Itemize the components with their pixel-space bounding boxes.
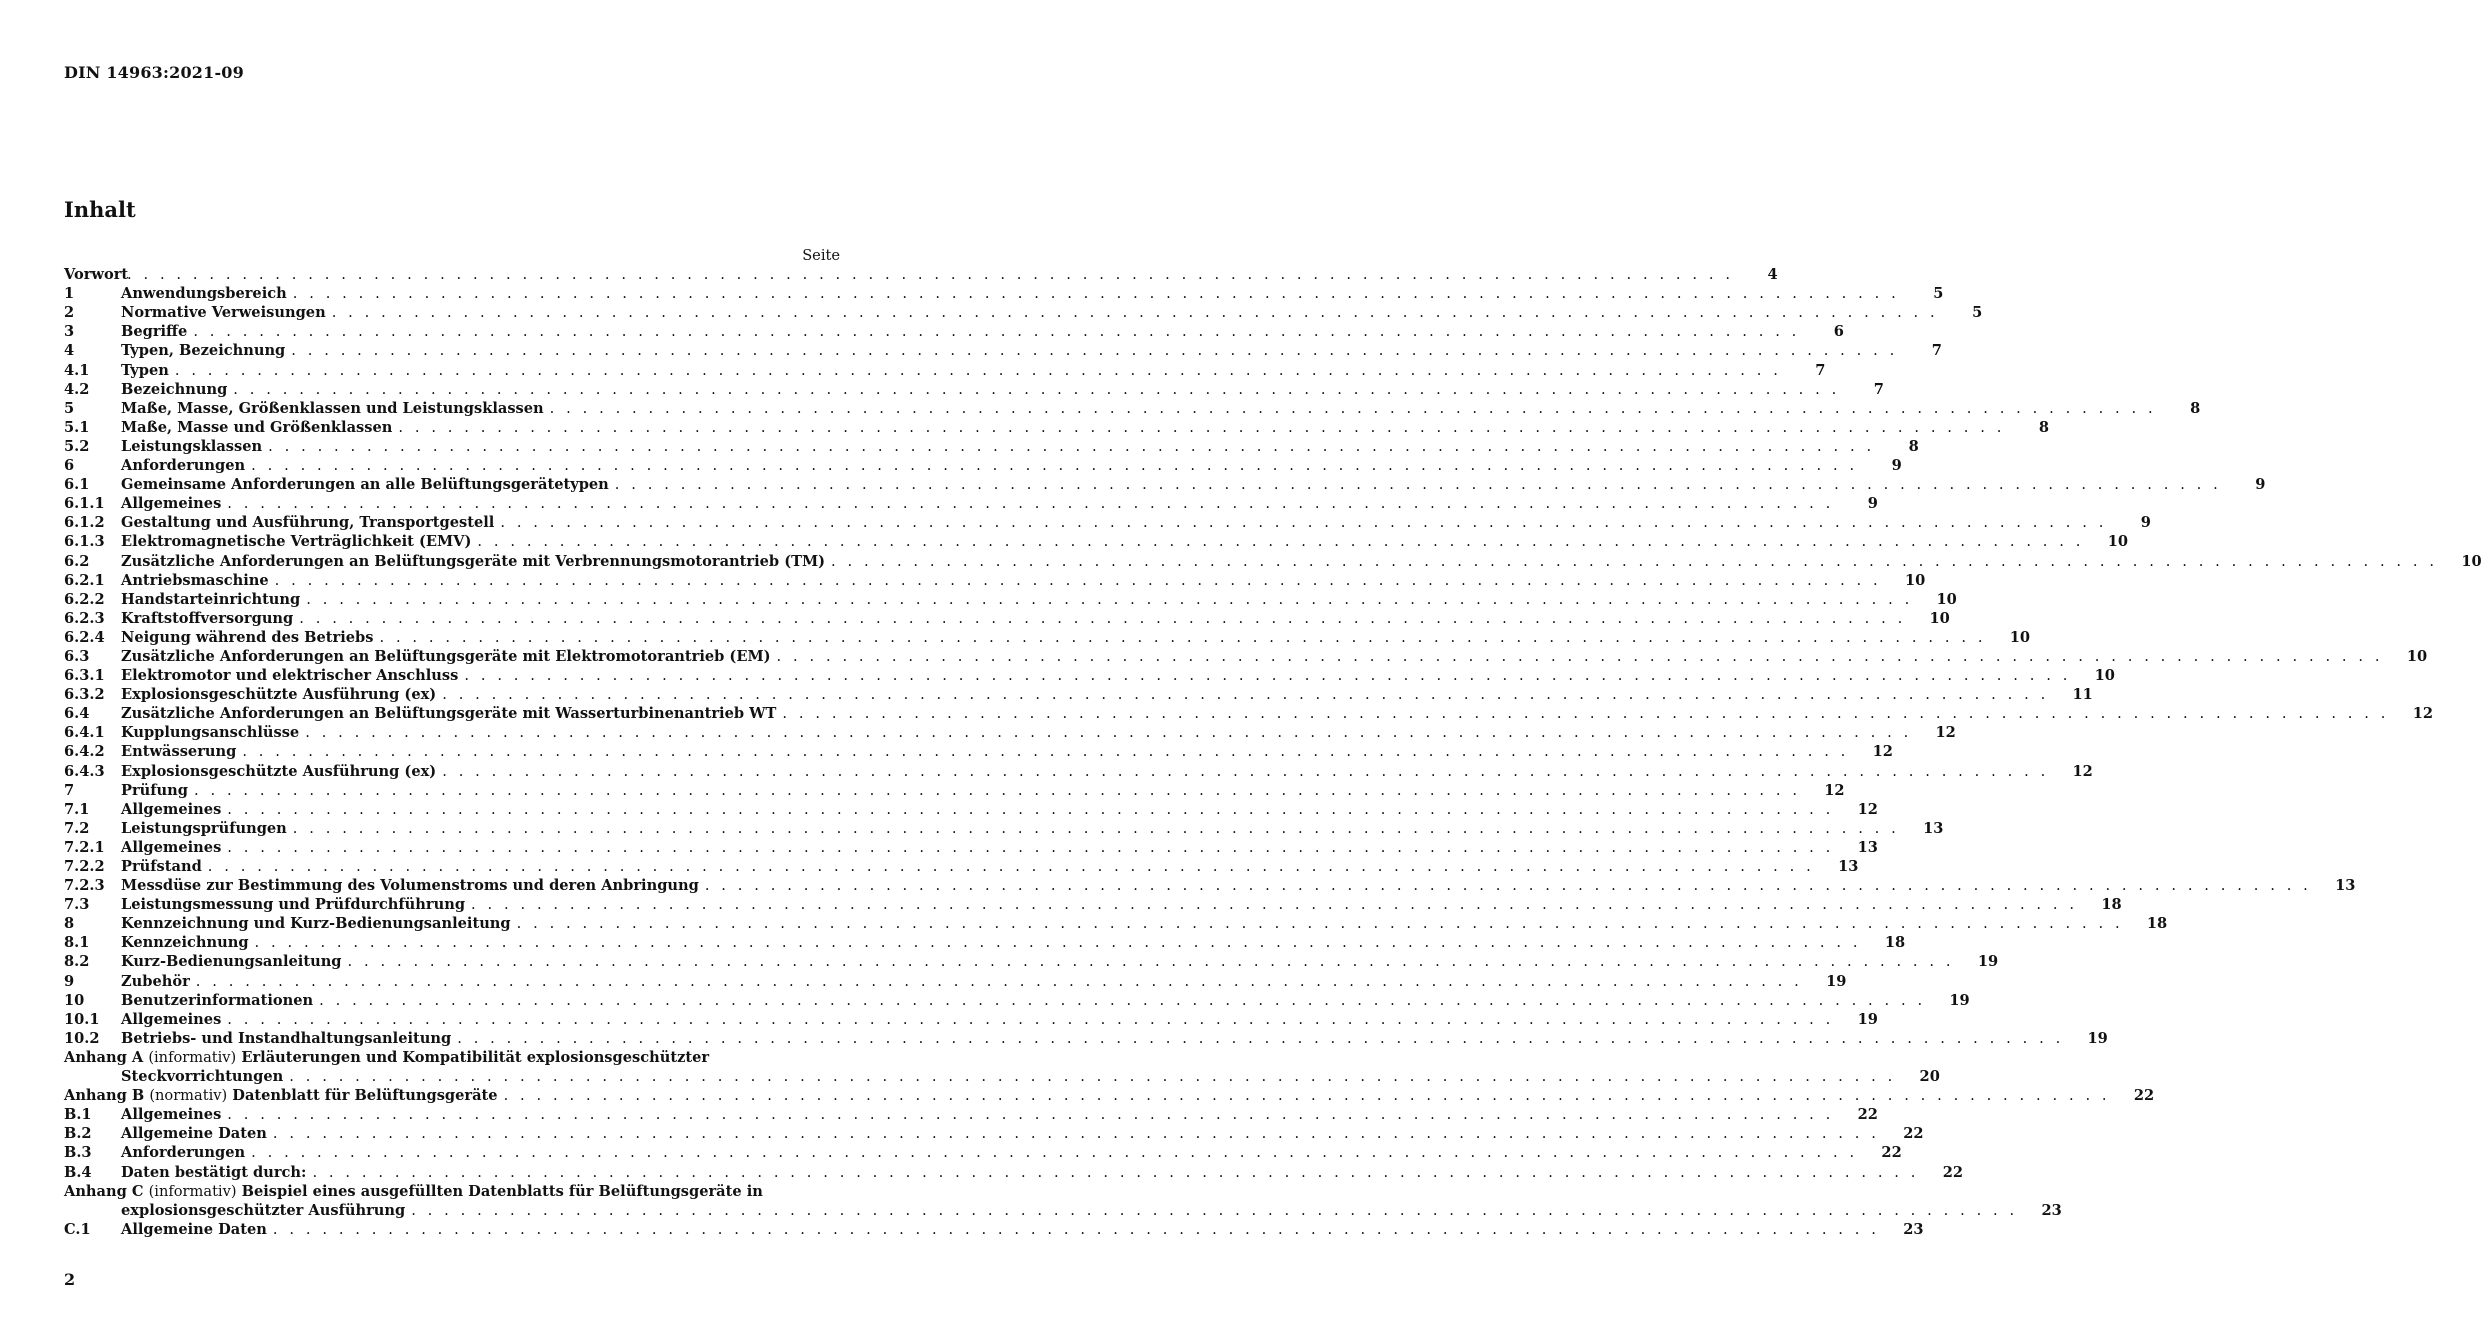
- toc-entry[interactable]: [64, 1124, 1924, 1143]
- leader-dots: [458, 666, 2071, 685]
- leader-dots: [299, 723, 1912, 742]
- seite-label: Seite: [802, 247, 840, 264]
- annex-c-title: Beispiel eines ausgefüllten Datenblatts für Belüftungsgeräte in: [241, 1182, 763, 1200]
- toc-entry-page: 19: [1977, 953, 1999, 971]
- toc-entry-number: 7.2.3: [64, 877, 105, 895]
- toc-entry-number: 8.2: [64, 953, 90, 971]
- leader-dots: [221, 1010, 1834, 1029]
- leader-dots: [249, 933, 1862, 952]
- leader-dots: [511, 914, 2124, 933]
- toc-entry-page: 7: [1931, 342, 1942, 360]
- toc-entry-title: Explosionsgeschützte Ausführung (ex): [121, 762, 437, 780]
- toc-entry-title: Leistungsprüfungen: [121, 819, 287, 837]
- toc-entry-number: 6.1.1: [64, 495, 105, 513]
- toc-entry-number: 7.2.1: [64, 838, 105, 856]
- leader-dots: [471, 532, 2084, 551]
- leader-dots: [451, 1029, 2064, 1048]
- toc-entry[interactable]: [64, 380, 1884, 399]
- toc-entry[interactable]: [64, 723, 1956, 742]
- toc-entry-number: 5.1: [64, 418, 90, 436]
- leader-dots: [326, 303, 1939, 322]
- toc-entry[interactable]: [64, 1220, 1924, 1239]
- toc-annex-c-continuation[interactable]: [64, 1201, 2062, 1220]
- toc-entry-number: B.1: [64, 1106, 92, 1124]
- leader-dots: [285, 341, 1898, 360]
- toc-entry-title: Daten bestätigt durch:: [121, 1163, 307, 1181]
- leader-dots: [373, 628, 1986, 647]
- toc-entry-title: Typen, Bezeichnung: [121, 342, 286, 360]
- annex-a-title: Erläuterungen und Kompatibilität explosionsgeschützter: [241, 1048, 710, 1066]
- toc-entry-page: 5: [1933, 285, 1944, 303]
- leader-dots: [392, 418, 2005, 437]
- annex-a-page: 20: [1919, 1068, 1940, 1086]
- toc-entry-page: 9: [2255, 476, 2266, 494]
- document-id: DIN 14963:2021-09: [64, 63, 244, 82]
- toc-annex-b-entries: [64, 1105, 1964, 1181]
- toc-entry[interactable]: [64, 895, 2122, 914]
- toc-entry-number: 7.2: [64, 819, 90, 837]
- leader-dots: [494, 513, 2107, 532]
- toc-entry-title: Allgemeines: [121, 495, 222, 513]
- annex-c-page: 23: [2041, 1201, 2062, 1219]
- toc-entry[interactable]: [64, 322, 1844, 341]
- toc-entry-number: 6.2.1: [64, 571, 105, 589]
- annex-c-title-cont: explosionsgeschützter Ausführung: [121, 1201, 406, 1219]
- annex-a-type: (informativ): [148, 1048, 237, 1066]
- toc-entry-number: Vorwort: [64, 266, 129, 284]
- toc-entry[interactable]: [64, 303, 1983, 322]
- toc-entry[interactable]: [64, 647, 2428, 666]
- toc-entry-number: 10.1: [64, 1010, 100, 1028]
- toc-entry-page: 10: [1904, 571, 1926, 589]
- leader-dots: [436, 685, 2049, 704]
- toc-entry-title: Allgemeine Daten: [121, 1220, 267, 1238]
- toc-entry-title: Kennzeichnung: [121, 934, 249, 952]
- leader-dots: [221, 838, 1834, 857]
- toc-entry[interactable]: [64, 952, 1999, 971]
- annex-b-label: Anhang B: [64, 1087, 145, 1105]
- toc-entry-title: Anwendungsbereich: [121, 285, 287, 303]
- toc-entry[interactable]: [64, 571, 1926, 590]
- toc-entry-number: 7: [64, 781, 75, 799]
- toc-entry-page: 12: [1824, 781, 1845, 799]
- toc-entry-page: 12: [2072, 762, 2093, 780]
- leader-dots: [342, 952, 1955, 971]
- toc-entry-number: 4.2: [64, 380, 90, 398]
- toc-entry-title: Leistungsklassen: [121, 437, 263, 455]
- toc-entry-number: 6.2: [64, 552, 90, 570]
- toc-entry-page: 12: [1872, 743, 1893, 761]
- toc-entry-title: Entwässerung: [121, 743, 237, 761]
- toc-entry[interactable]: [64, 914, 2168, 933]
- toc-entry-title: Anforderungen: [121, 457, 246, 475]
- annex-b-type: (normativ): [149, 1087, 228, 1105]
- toc-entry-title: Allgemeines: [121, 1010, 222, 1028]
- toc-entry-page: 7: [1873, 380, 1884, 398]
- toc-entry[interactable]: [64, 991, 1970, 1010]
- toc-annex-c-entries: [64, 1220, 1924, 1239]
- leader-dots: [776, 704, 2389, 723]
- toc-entry[interactable]: [64, 972, 1847, 991]
- toc-entry-title: Antriebsmaschine: [121, 571, 269, 589]
- toc-entry-title: Betriebs- und Instandhaltungsanleitung: [121, 1029, 452, 1047]
- leader-dots: [465, 895, 2078, 914]
- toc-entry-page: 10: [2009, 628, 2031, 646]
- toc-entry-title: Typen: [121, 361, 169, 379]
- leader-dots: [313, 991, 1926, 1010]
- toc-entry-title: Kupplungsanschlüsse: [121, 724, 300, 742]
- toc-entry-title: Allgemeines: [121, 1106, 222, 1124]
- annex-c-label: Anhang C: [64, 1182, 144, 1200]
- leader-dots: [202, 857, 1815, 876]
- toc-entry-title: Maße, Masse, Größenklassen und Leistungsklassen: [121, 399, 544, 417]
- toc-entry-title: Zubehör: [121, 972, 190, 990]
- leader-dots: [227, 380, 1840, 399]
- toc-entry[interactable]: [64, 666, 2115, 685]
- toc-entry-number: B.4: [64, 1163, 92, 1181]
- leader-dots: [169, 361, 1782, 380]
- toc-annex-a-heading[interactable]: [64, 1048, 840, 1067]
- toc-entry-page: 22: [1881, 1144, 1902, 1162]
- toc-entry[interactable]: [64, 284, 1944, 303]
- toc-entry[interactable]: [64, 532, 2128, 551]
- toc-entry[interactable]: [64, 685, 2093, 704]
- toc-entry[interactable]: [64, 1105, 1878, 1124]
- toc-entry-number: 8.1: [64, 934, 90, 952]
- leader-dots: [190, 972, 1803, 991]
- leader-dots: [121, 265, 1734, 284]
- toc-entry-number: C.1: [64, 1220, 91, 1238]
- toc-entry-page: 10: [1936, 590, 1957, 608]
- toc-entry[interactable]: [64, 819, 1944, 838]
- leader-dots: [609, 475, 2222, 494]
- toc-entry-number: 6.4.1: [64, 724, 105, 742]
- toc-entry-title: Prüfstand: [121, 858, 202, 875]
- toc-entry[interactable]: [64, 552, 2482, 571]
- toc-entry-number: 9: [64, 972, 75, 990]
- leader-dots: [544, 399, 2157, 418]
- table-of-contents: [64, 246, 2482, 1239]
- toc-entry-page: 23: [1903, 1220, 1924, 1238]
- toc-entry-page: 4: [1767, 266, 1778, 284]
- toc-entry-number: 7.1: [64, 800, 90, 818]
- toc-entry-number: 6.2.2: [64, 590, 105, 608]
- toc-entry-number: B.2: [64, 1125, 92, 1143]
- leader-dots: [436, 762, 2049, 781]
- toc-entry-page: 11: [2072, 686, 2093, 704]
- toc-main-entries: [64, 265, 2482, 1048]
- leader-dots: [267, 1220, 1880, 1239]
- page-number: 2: [64, 1270, 76, 1289]
- toc-entry-page: 13: [1857, 838, 1878, 856]
- leader-dots: [269, 571, 1882, 590]
- toc-entry-title: Allgemeines: [121, 800, 222, 818]
- toc-entry-page: 22: [1857, 1106, 1878, 1124]
- toc-entry-page: 18: [2101, 896, 2122, 914]
- toc-entry[interactable]: [64, 494, 1878, 513]
- toc-entry-title: Maße, Masse und Größenklassen: [121, 418, 393, 436]
- toc-entry-number: 8: [64, 915, 75, 933]
- toc-entry-title: Begriffe: [121, 323, 188, 341]
- toc-entry[interactable]: [64, 475, 2266, 494]
- toc-entry[interactable]: [64, 1029, 2108, 1048]
- toc-entry-page: 13: [2335, 877, 2356, 895]
- leader-dots: [283, 1067, 1896, 1086]
- leader-dots: [245, 1143, 1858, 1162]
- leader-dots: [825, 552, 2438, 571]
- leader-dots: [221, 800, 1834, 819]
- toc-entry-page: 7: [1815, 361, 1826, 379]
- toc-entry[interactable]: [64, 857, 1859, 876]
- annex-a-title-cont: Steckvorrichtungen: [121, 1068, 284, 1086]
- toc-entry-title: Benutzerinformationen: [121, 991, 314, 1009]
- toc-entry[interactable]: [64, 628, 2031, 647]
- toc-entry-title: Elektromotor und elektrischer Anschluss: [121, 667, 459, 685]
- annex-b-title: Datenblatt für Belüftungsgeräte: [232, 1087, 498, 1105]
- toc-entry-title: Prüfung: [121, 781, 188, 799]
- toc-entry-number: 6.2.4: [64, 628, 105, 646]
- leader-dots: [188, 781, 1801, 800]
- toc-annex-c-heading[interactable]: [64, 1182, 840, 1201]
- toc-entry-page: 13: [1923, 819, 1944, 837]
- leader-dots: [771, 647, 2384, 666]
- toc-entry-title: Normative Verweisungen: [121, 304, 326, 322]
- toc-entry-page: 19: [2087, 1029, 2108, 1047]
- annex-c-type: (informativ): [148, 1182, 237, 1200]
- toc-entry[interactable]: [64, 742, 1893, 761]
- toc-entry-page: 9: [1891, 457, 1902, 475]
- toc-entry-title: Bezeichnung: [121, 380, 228, 398]
- toc-entry-number: 5.2: [64, 437, 90, 455]
- toc-entry-title: Handstarteinrichtung: [121, 590, 301, 608]
- leader-dots: [287, 819, 1900, 838]
- toc-entry-number: 6.4: [64, 705, 90, 723]
- toc-entry[interactable]: [64, 838, 1878, 857]
- toc-entry-number: 6.3.1: [64, 667, 105, 685]
- toc-annex-b-heading[interactable]: [64, 1086, 2155, 1105]
- toc-entry-title: Kennzeichnung und Kurz-Bedienungsanleitung: [121, 915, 511, 933]
- toc-entry-page: 18: [2146, 915, 2168, 933]
- toc-entry-page: 12: [1935, 724, 1956, 742]
- toc-entry-title: Elektromagnetische Verträglichkeit (EMV): [121, 533, 472, 551]
- toc-entry[interactable]: [64, 399, 2201, 418]
- toc-entry[interactable]: [64, 762, 2093, 781]
- toc-entry-page: 9: [1867, 495, 1878, 513]
- leader-dots: [187, 322, 1800, 341]
- toc-entry-number: 6: [64, 457, 75, 475]
- toc-entry-page: 22: [1942, 1163, 1964, 1181]
- toc-entry-number: 1: [64, 285, 75, 303]
- toc-entry-number: 6.2.3: [64, 609, 105, 627]
- toc-entry-title: Messdüse zur Bestimmung des Volumenstroms und deren Anbringung: [121, 877, 699, 895]
- toc-entry-title: Zusätzliche Anforderungen an Belüftungsgeräte mit Verbrennungsmotorantrieb (TM): [121, 552, 826, 570]
- toc-entry[interactable]: [64, 341, 1942, 360]
- toc-entry-number: 6.1.3: [64, 533, 105, 551]
- toc-entry[interactable]: [64, 781, 1845, 800]
- toc-entry-title: Allgemeines: [121, 838, 222, 856]
- toc-entry-number: 6.1.2: [64, 514, 105, 532]
- leader-dots: [245, 456, 1858, 475]
- toc-entry-page: 10: [2461, 552, 2482, 570]
- toc-entry[interactable]: [64, 265, 1778, 284]
- toc-entry-title: Neigung während des Betriebs: [121, 628, 374, 646]
- toc-entry-page: 10: [2107, 533, 2128, 551]
- toc-entry-page: 10: [2094, 667, 2115, 685]
- toc-entry-number: 6.3.2: [64, 686, 105, 704]
- toc-entry[interactable]: [64, 590, 1957, 609]
- toc-entry-number: 6.1: [64, 476, 90, 494]
- leader-dots: [221, 1105, 1834, 1124]
- toc-entry-number: 6.4.2: [64, 743, 105, 761]
- toc-entry[interactable]: [64, 361, 1826, 380]
- toc-entry[interactable]: [64, 1163, 1964, 1182]
- toc-entry-title: Gemeinsame Anforderungen an alle Belüftungsgerätetypen: [121, 476, 609, 494]
- toc-entry-page: 12: [2412, 705, 2433, 723]
- toc-entry[interactable]: [64, 513, 2151, 532]
- toc-entry-title: Explosionsgeschützte Ausführung (ex): [121, 686, 437, 704]
- toc-entry-title: Allgemeine Daten: [121, 1125, 267, 1143]
- toc-entry[interactable]: [64, 933, 1906, 952]
- toc-entry-page: 19: [1949, 991, 1970, 1009]
- toc-entry-title: Leistungsmessung und Prüfdurchführung: [121, 896, 466, 914]
- toc-entry-page: 8: [2038, 418, 2049, 436]
- toc-entry-page: 9: [2140, 514, 2151, 532]
- toc-entry[interactable]: [64, 876, 2356, 895]
- toc-entry-title: Kraftstoffversorgung: [121, 609, 294, 627]
- leader-dots: [236, 742, 1849, 761]
- toc-entry-number: 3: [64, 323, 75, 341]
- toc-entry-page: 6: [1833, 323, 1844, 341]
- toc-entry-page: 13: [1838, 858, 1859, 875]
- leader-dots: [287, 284, 1900, 303]
- toc-annex-a-continuation[interactable]: [64, 1067, 1940, 1086]
- toc-entry[interactable]: [64, 800, 1878, 819]
- toc-entry[interactable]: [64, 609, 1950, 628]
- leader-dots: [405, 1201, 2018, 1220]
- annex-b-page: 22: [2133, 1087, 2155, 1105]
- toc-entry-page: 22: [1903, 1125, 1924, 1143]
- toc-entry[interactable]: [64, 1143, 1902, 1162]
- toc-title: Inhalt: [64, 197, 136, 222]
- annex-a-label: Anhang A: [64, 1048, 144, 1066]
- toc-entry-number: 10: [64, 991, 85, 1009]
- toc-entry[interactable]: [64, 418, 2049, 437]
- toc-entry-number: 6.4.3: [64, 762, 105, 780]
- toc-entry-number: 4.1: [64, 361, 90, 379]
- toc-entry-page: 19: [1857, 1010, 1878, 1028]
- toc-entry-title: Gestaltung und Ausführung, Transportgestell: [121, 514, 495, 532]
- toc-entry-page: 18: [1884, 934, 1906, 952]
- toc-entry-number: 7.2.2: [64, 858, 105, 875]
- toc-entry-title: Anforderungen: [121, 1144, 246, 1162]
- toc-entry[interactable]: [64, 704, 2433, 723]
- toc-entry-title: Kurz-Bedienungsanleitung: [121, 953, 342, 971]
- toc-entry-page: 5: [1972, 304, 1983, 322]
- leader-dots: [306, 1163, 1919, 1182]
- leader-dots: [267, 1124, 1880, 1143]
- toc-entry-number: B.3: [64, 1144, 92, 1162]
- toc-entry-title: Zusätzliche Anforderungen an Belüftungsgeräte mit Elektromotorantrieb (EM): [121, 647, 771, 665]
- toc-entry-number: 2: [64, 304, 75, 322]
- toc-entry-title: Zusätzliche Anforderungen an Belüftungsgeräte mit Wasserturbinenantrieb WT: [121, 705, 777, 723]
- toc-entry-page: 10: [2406, 647, 2428, 665]
- toc-entry-number: 4: [64, 342, 75, 360]
- toc-entry-number: 6.3: [64, 647, 90, 665]
- toc-entry-page: 19: [1826, 972, 1847, 990]
- toc-entry-page: 8: [2190, 399, 2201, 417]
- toc-entry-number: 5: [64, 399, 75, 417]
- toc-entry[interactable]: [64, 1010, 1878, 1029]
- leader-dots: [498, 1086, 2111, 1105]
- toc-entry-page: 12: [1857, 800, 1878, 818]
- toc-entry-page: 10: [1929, 609, 1950, 627]
- leader-dots: [221, 494, 1834, 513]
- toc-entry[interactable]: [64, 456, 1902, 475]
- toc-entry-page: 8: [1908, 437, 1919, 455]
- leader-dots: [300, 590, 1913, 609]
- leader-dots: [262, 437, 1875, 456]
- leader-dots: [293, 609, 1906, 628]
- leader-dots: [699, 876, 2312, 895]
- toc-entry-number: 7.3: [64, 896, 90, 914]
- toc-entry-number: 10.2: [64, 1029, 100, 1047]
- toc-entry[interactable]: [64, 437, 1919, 456]
